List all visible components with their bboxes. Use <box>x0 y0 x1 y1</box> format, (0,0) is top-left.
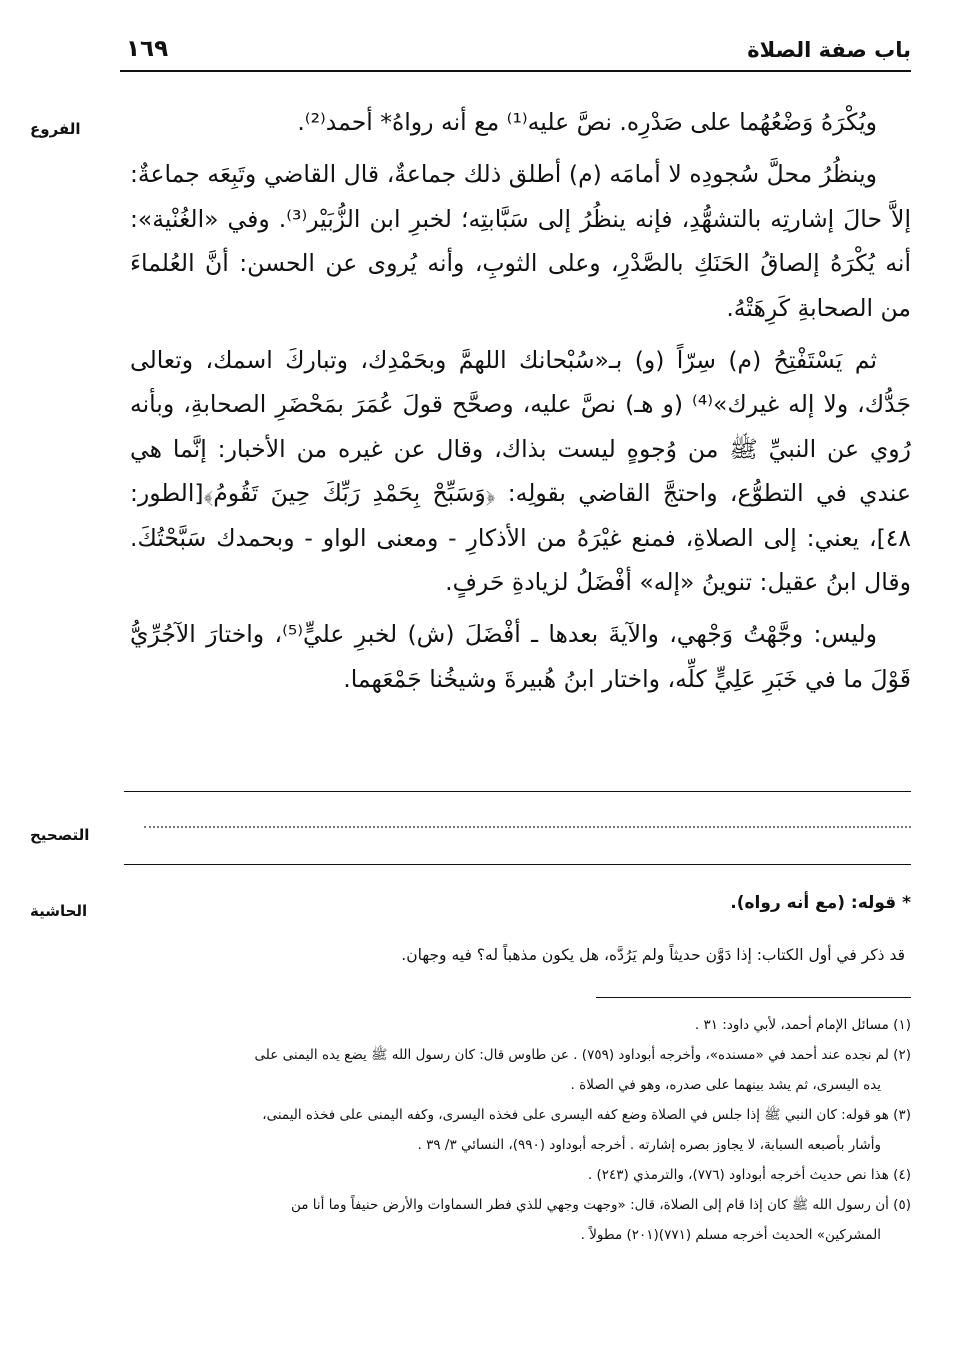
footnote-continuation: وأشار بأصبعه السبابة، لا يجاوز بصره إشارته . أخرجه أبوداود (٩٩٠)، النسائي ٣/ ٣٩ . <box>417 1137 881 1153</box>
hashiya-section <box>240 888 911 970</box>
hashiya-title: * قوله: (مع أنه رواه). <box>730 893 911 913</box>
footnote-text: لم نجده عند أحمد في «مسنده»، وأخرجه أبوداود (٧٥٩) . عن طاوس قال: كان رسول الله ﷺ يضع يده اليمنى على <box>254 1047 889 1063</box>
footnote <box>130 1160 911 1190</box>
margin-label-tasheeh: التصحيح <box>30 826 90 844</box>
footnote-number: (٤) <box>893 1167 911 1183</box>
margin-label-hashiya: الحاشية <box>30 902 88 920</box>
main-text <box>130 100 911 701</box>
main-paragraph: ثم يَسْتَفْتِحُ (م) سِرّاً (و) بـ«سُبْحانك اللهمَّ وبحَمْدِك، وتباركَ اسمك، وتعالى جَدُّك، ولا إله غيرك»⁽⁴⁾ (و هـ) نصَّ عليه، وصحَّح قولَ عُمَرَ بمَحْضَرِ الصحابةِ، وبأنه رُوي عن النبيِّ ﷺ من وُجوهٍ ليست بذاك، وقال عن غيره من الأخبار: إنَّما هي عندي في التطوُّع، واحتجَّ القاضي بقولِه: ﴿وَسَبِّحْ بِحَمْدِ رَبِّكَ حِينَ تَقُومُ﴾[الطور: ٤٨]، يعني: إلى الصلاةِ، فمنع غيْرَهُ من الأذكارِ - ومعنى الواو - وبحمدك سَبَّحْتُكَ. وقال ابنُ عقيل: تنوينُ «إله» أفْضَلُ لزيادةِ حَرفٍ. <box>130 346 911 597</box>
main-paragraph: ويُكْرَهُ وَضْعُهُما على صَدْرِه. نصَّ عليه⁽¹⁾ مع أنه رواهُ* أحمد⁽²⁾. <box>297 108 877 136</box>
footnotes <box>130 1010 911 1250</box>
footnote-number: (٥) <box>893 1197 911 1213</box>
footnote-text: هو قوله: كان النبي ﷺ إذا جلس في الصلاة وضع كفه اليسرى على فخذه اليسرى، وكفه اليمنى على فخذه اليمنى، <box>262 1107 889 1123</box>
footnote-number: (١) <box>893 1017 911 1033</box>
footnote <box>130 1100 911 1160</box>
footnote-separator <box>596 997 911 998</box>
chapter-title: باب صفة الصلاة <box>747 38 911 62</box>
footnote <box>130 1010 911 1040</box>
main-paragraph: وليس: وجَّهْتُ وَجْهي، والآيةَ بعدها ـ أفْضَلَ (ش) لخبرِ عليٍّ⁽⁵⁾، واختارَ الآجُرِّيُّ قَوْلَ ما في خَبَرِ عَلِيٍّ كلِّه، واختار ابنُ هُبيرةَ وشيخُنا جَمْعَهما. <box>130 620 911 693</box>
footnote-continuation: المشركين» الحديث أخرجه مسلم (٧٧١)(٢٠١) مطولاً . <box>580 1227 881 1243</box>
page-header <box>120 34 911 72</box>
footnote-continuation: يده اليسرى، ثم يشد بينهما على صدره، وهو في الصلاة . <box>570 1077 881 1093</box>
tasheeh-top-rule <box>124 791 911 792</box>
page-number: ١٦٩ <box>126 36 169 62</box>
footnote-number: (٣) <box>893 1107 911 1123</box>
tasheeh-dotted-line <box>144 826 911 828</box>
footnote <box>130 1040 911 1100</box>
main-paragraph: وينظُرُ محلَّ سُجودِه لا أمامَه (م) أطلق ذلك جماعةٌ، قال القاضي وتَبِعَه جماعةٌ: إلاَّ حالَ إشارتِه بالتشهُّدِ، فإنه ينظُرُ إلى سَبَّابتِه؛ لخبرِ ابن الزُّبَيْر⁽³⁾. وفي «الغُنْية»: أنه يُكْرَهُ إلصاقُ الحَنَكِ بالصَّدْرِ، وعلى الثوبِ، وأنه يُروى عن الحسن: أنَّ العُلماءَ من الصحابةِ كَرِهَتْهُ. <box>130 160 911 322</box>
footnote-text: أن رسول الله ﷺ كان إذا قام إلى الصلاة، قال: «وجهت وجهي للذي فطر السماوات والأرض حنيفاً وما أنا من <box>290 1197 889 1213</box>
footnote <box>130 1190 911 1250</box>
hashiya-text: قد ذكر في أول الكتاب: إذا دَوَّن حديثاً ولم يَرُدَّه، هل يكون مذهباً له؟ فيه وجهان. <box>401 946 905 964</box>
footnote-number: (٢) <box>893 1047 911 1063</box>
margin-label-furu: الفروع <box>30 120 81 138</box>
footnote-text: مسائل الإمام أحمد، لأبي داود: ٣١ . <box>694 1017 889 1033</box>
footnote-text: هذا نص حديث أخرجه أبوداود (٧٧٦)، والترمذي (٢٤٣) . <box>587 1167 889 1183</box>
tasheeh-bottom-rule <box>124 864 911 865</box>
